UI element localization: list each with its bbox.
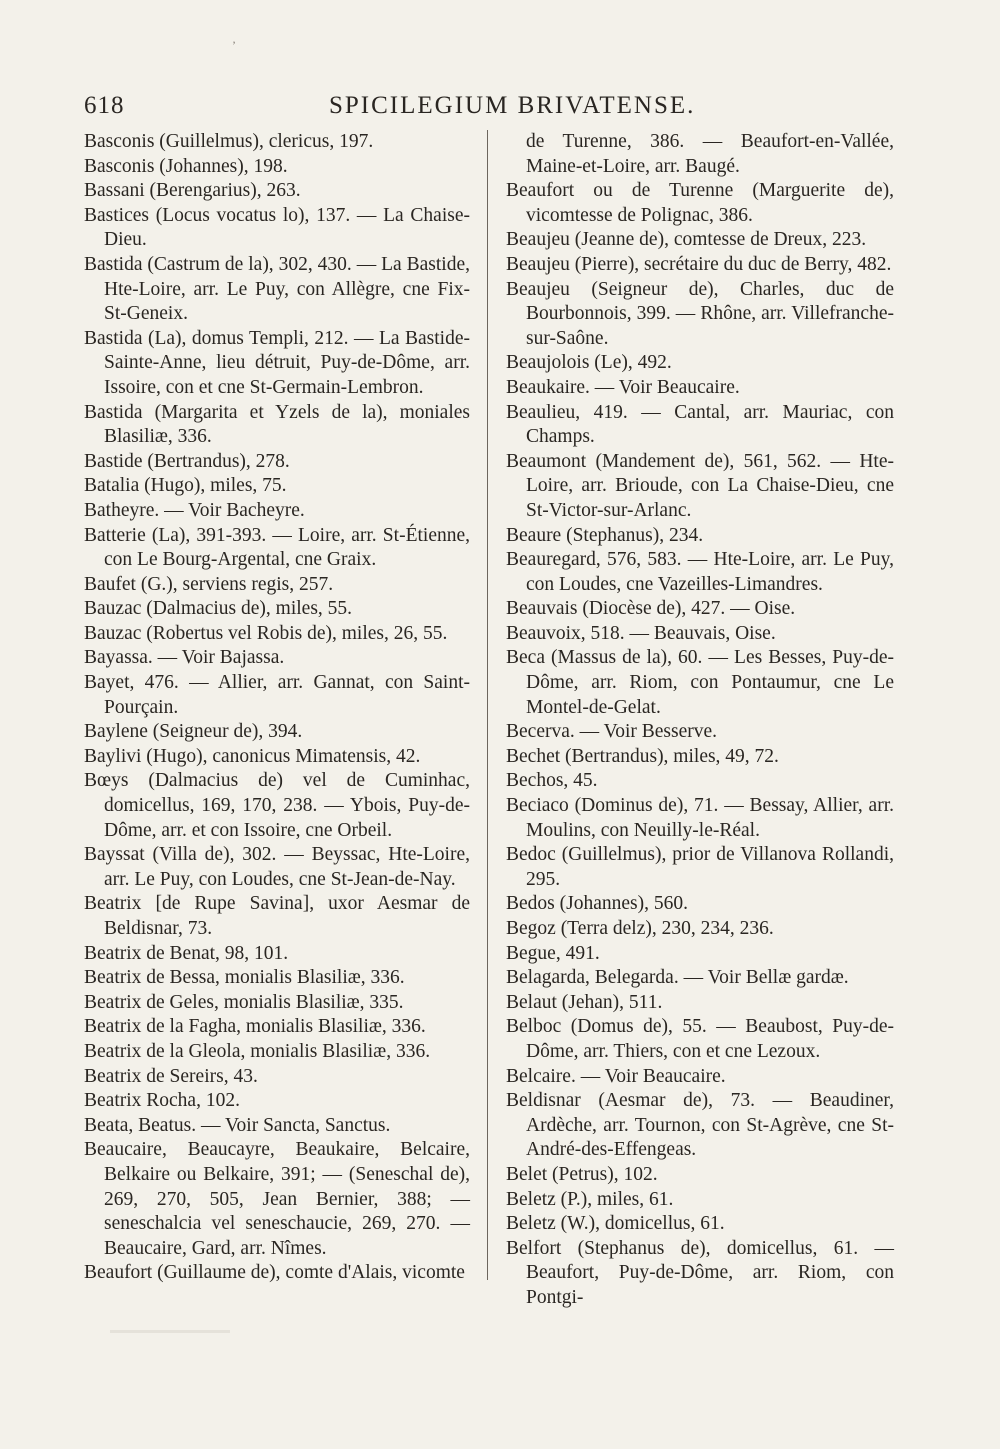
index-entry: Beauvais (Diocèse de), 427. — Oise. xyxy=(506,598,796,620)
index-entry: Beaukaire. — Voir Beaucaire. xyxy=(506,376,740,398)
index-entry: Beaulieu, 419. — Cantal, arr. Mauriac, con Champs. xyxy=(506,401,894,448)
column-divider xyxy=(487,130,488,1280)
index-entry: Beca (Massus de la), 60. — Les Besses, Puy-de-Dôme, arr. Riom, con Pontaumur, cne Le Montel-de-Gelat. xyxy=(506,647,894,718)
index-entry: Beatrix Rocha, 102. xyxy=(84,1090,240,1112)
index-entry: Bastida (Castrum de la), 302, 430. — La Bastide, Hte-Loire, arr. Le Puy, con Allègre, cne Fix-St-Geneix. xyxy=(84,253,470,325)
index-entry: Belagarda, Belegarda. — Voir Bellæ gardæ. xyxy=(506,967,849,989)
index-entry: Baylene (Seigneur de), 394. xyxy=(84,721,303,743)
index-entry: Beciaco (Dominus de), 71. — Bessay, Allier, arr. Moulins, con Neuilly-le-Réal. xyxy=(506,795,894,841)
index-entry: Beatrix de Benat, 98, 101. xyxy=(84,942,289,964)
index-entry: Bœys (Dalmacius de) vel de Cuminhac, domicellus, 169, 170, 238. — Ybois, Puy-de-Dôme, arr. et con Issoire, cne Orbeil. xyxy=(84,770,470,841)
index-entry: Beatrix [de Rupe Savina], uxor Aesmar de Beldisnar, 73. xyxy=(84,893,470,939)
index-entry: Beletz (P.), miles, 61. xyxy=(506,1188,674,1210)
index-entry: Beaufort ou de Turenne (Marguerite de), vicomtesse de Polignac, 386. xyxy=(506,180,894,226)
index-entry: Beatrix de Geles, monialis Blasiliæ, 335. xyxy=(84,991,404,1013)
index-entry: Beatrix de Sereirs, 43. xyxy=(84,1065,258,1087)
left-column xyxy=(84,130,470,1286)
index-entry: Belet (Petrus), 102. xyxy=(506,1163,658,1185)
index-entry: Beauregard, 576, 583. — Hte-Loire, arr. Le Puy, con Loudes, cne Vazeilles-Limandres. xyxy=(506,549,894,595)
index-entry: Bastida (Margarita et Yzels de la), moniales Blasiliæ, 336. xyxy=(84,401,470,448)
running-title: SPICILEGIUM BRIVATENSE. xyxy=(329,92,696,119)
index-entry: Bedoc (Guillelmus), prior de Villanova Rollandi, 295. xyxy=(506,844,894,890)
show-through-mark xyxy=(110,1330,230,1333)
index-entry: Beaujolois (Le), 492. xyxy=(506,352,672,374)
index-entry: Bastices (Locus vocatus lo), 137. — La Chaise-Dieu. xyxy=(84,204,470,251)
index-entry: Bayassa. — Voir Bajassa. xyxy=(84,647,285,669)
index-entry: Bassani (Berengarius), 263. xyxy=(84,180,301,202)
index-entry: Bauzac (Dalmacius de), miles, 55. xyxy=(84,598,353,620)
index-entry: Begoz (Terra delz), 230, 234, 236. xyxy=(506,918,774,939)
index-entry: Belcaire. — Voir Beaucaire. xyxy=(506,1065,726,1087)
index-entry: Beaumont (Mandement de), 561, 562. — Hte-Loire, arr. Brioude, con La Chaise-Dieu, cne St-Victor-sur-Arlanc. xyxy=(506,450,894,521)
index-entry: Bauzac (Robertus vel Robis de), miles, 26, 55. xyxy=(84,622,448,644)
index-entry-continuation: de Turenne, 386. — Beaufort-en-Vallée, Maine-et-Loire, arr. Baugé. xyxy=(526,131,894,177)
index-entry: Beaujeu (Jeanne de), comtesse de Dreux, 223. xyxy=(506,229,867,251)
index-entry: Beatrix de la Gleola, monialis Blasiliæ, 336. xyxy=(84,1040,431,1062)
index-entry: Beaujeu (Seigneur de), Charles, duc de Bourbonnois, 399. — Rhône, arr. Villefranche-sur-Saône. xyxy=(506,278,894,349)
index-entry: Becerva. — Voir Besserve. xyxy=(506,721,718,743)
index-entry: Beaure (Stephanus), 234. xyxy=(506,524,704,546)
index-entry: Bayssat (Villa de), 302. — Beyssac, Hte-Loire, arr. Le Puy, con Loudes, cne St-Jean-de-Nay. xyxy=(84,844,470,890)
index-entry: Beldisnar (Aesmar de), 73. — Beaudiner, Ardèche, arr. Tournon, con St-Agrève, cne St-André-des-Effengeas. xyxy=(506,1090,894,1161)
index-entry: Baufet (G.), serviens regis, 257. xyxy=(84,573,334,595)
index-entry: Batalia (Hugo), miles, 75. xyxy=(84,475,287,497)
index-entry: Batheyre. — Voir Bacheyre. xyxy=(84,499,305,521)
index-entry: Baylivi (Hugo), canonicus Mimatensis, 42. xyxy=(84,745,421,767)
index-entry: Beaucaire, Beaucayre, Beaukaire, Belcaire, Belkaire ou Belkaire, 391; — (Seneschal de), 269, 270, 505, Jean Bernier, 388; — seneschalcia vel seneschaucie, 269, 270. — Beaucaire, Gard, arr. Nîmes. xyxy=(84,1139,470,1259)
index-entry: Bastide (Bertrandus), 278. xyxy=(84,450,290,472)
index-entry: Batterie (La), 391-393. — Loire, arr. St-Étienne, con Le Bourg-Argental, cne Graix. xyxy=(84,524,470,571)
index-entry: Bechet (Bertrandus), miles, 49, 72. xyxy=(506,745,779,767)
index-entry: Beata, Beatus. — Voir Sancta, Sanctus. xyxy=(84,1114,391,1136)
index-entry: Beatrix de Bessa, monialis Blasiliæ, 336. xyxy=(84,967,405,989)
index-entry: Bedos (Johannes), 560. xyxy=(506,893,688,915)
right-column xyxy=(506,130,894,1311)
index-entry: Belaut (Jehan), 511. xyxy=(506,991,663,1013)
index-entry: Beatrix de la Fagha, monialis Blasiliæ, 336. xyxy=(84,1016,426,1038)
index-entry: Bastida (La), domus Templi, 212. — La Bastide-Sainte-Anne, lieu détruit, Puy-de-Dôme, arr. Issoire, con et cne St-Germain-Lembron. xyxy=(84,327,470,398)
index-entry: Belfort (Stephanus de), domicellus, 61. — Beaufort, Puy-de-Dôme, arr. Riom, con Pontgi- xyxy=(506,1237,894,1308)
index-entry: Basconis (Guillelmus), clericus, 197. xyxy=(84,131,374,152)
index-entry: Belboc (Domus de), 55. — Beaubost, Puy-de-Dôme, arr. Thiers, con et cne Lezoux. xyxy=(506,1016,894,1062)
index-entry: Beauvoix, 518. — Beauvais, Oise. xyxy=(506,622,776,644)
index-entry: Basconis (Johannes), 198. xyxy=(84,155,288,177)
index-entry: Bechos, 45. xyxy=(506,770,598,792)
index-entry: Begue, 491. xyxy=(506,942,600,964)
index-entry: Beaujeu (Pierre), secrétaire du duc de Berry, 482. xyxy=(506,253,892,275)
page-header xyxy=(84,92,894,122)
index-entry: Bayet, 476. — Allier, arr. Gannat, con Saint-Pourçain. xyxy=(84,672,470,718)
margin-mark: ’ xyxy=(232,38,236,52)
page-number: 618 xyxy=(84,92,125,119)
index-entry: Beaufort (Guillaume de), comte d'Alais, vicomte xyxy=(84,1262,465,1284)
index-entry: Beletz (W.), domicellus, 61. xyxy=(506,1213,725,1235)
